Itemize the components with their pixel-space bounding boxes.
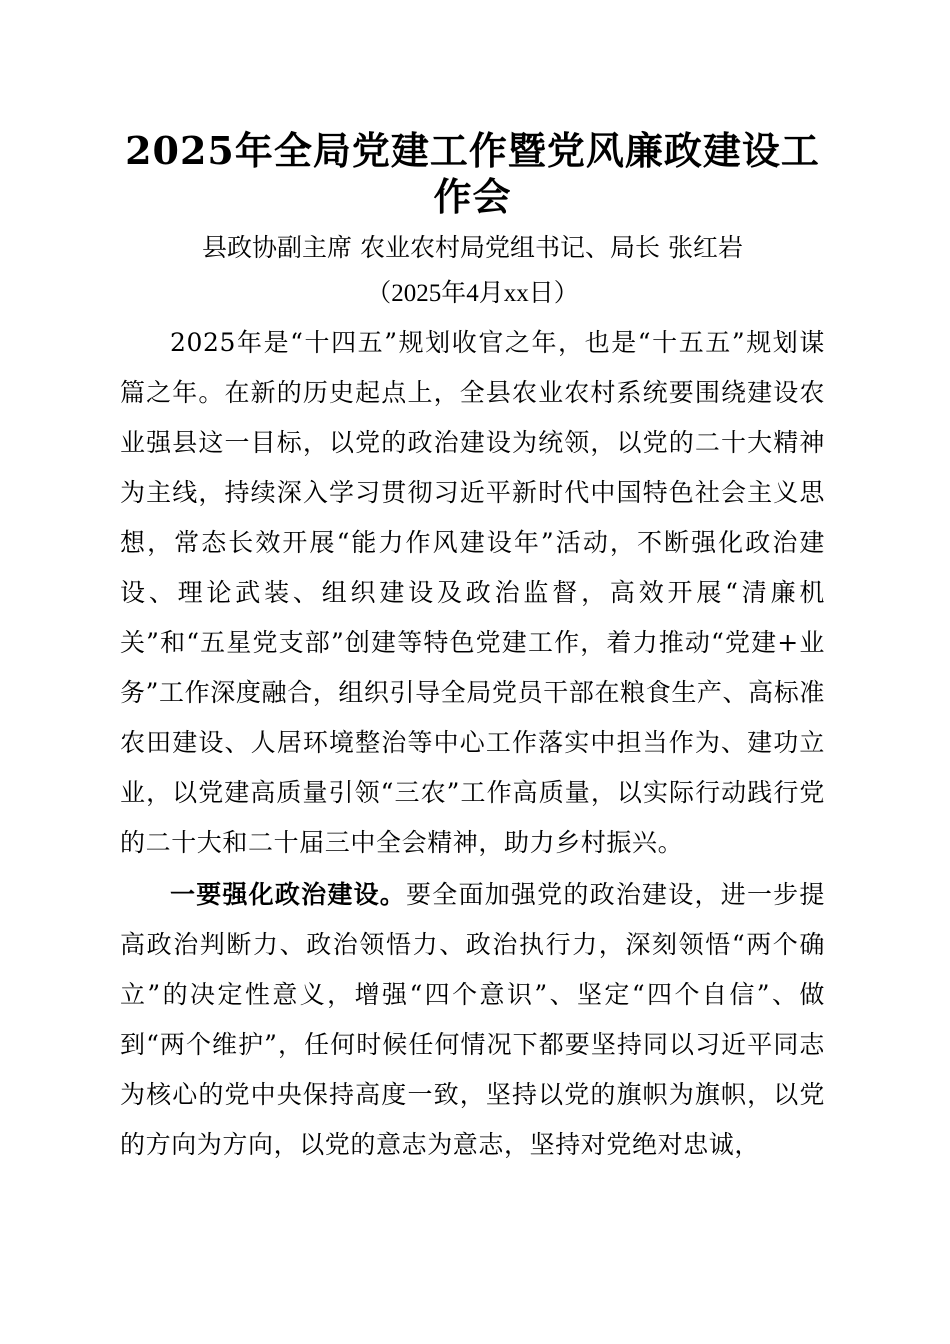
document-page <box>120 128 825 1170</box>
body-paragraph <box>120 870 825 1170</box>
paragraph-lead: 一要强化政治建设。 <box>170 880 407 909</box>
author-line: 县政协副主席 农业农村局党组书记、局长 张红岩 <box>202 233 743 262</box>
date-line: （2025年4月xx日） <box>366 280 579 307</box>
paragraph-text: 要全面加强党的政治建设，进一步提高政治判断力、政治领悟力、政治执行力，深刻领悟“两个确立”的决定性意义，增强“四个意识”、坚定“四个自信”、做到“两个维护”，任何时候任何情况下都要坚持同以习近平同志为核心的党中央保持高度一致，坚持以党的旗帜为旗帜，以党的方向为方向，以党的意志为意志，坚持对党绝对忠诚， <box>120 880 825 1159</box>
body-paragraph <box>120 318 825 868</box>
paragraph-text: 2025年是“十四五”规划收官之年，也是“十五五”规划谋篇之年。在新的历史起点上，全县农业农村系统要围绕建设农业强县这一目标，以党的政治建设为统领，以党的二十大精神为主线，持续深入学习贯彻习近平新时代中国特色社会主义思想，常态长效开展“能力作风建设年”活动，不断强化政治建设、理论武装、组织建设及政治监督，高效开展“清廉机关”和“五星党支部”创建等特色党建工作，着力推动“党建+业务”工作深度融合，组织引导全局党员干部在粮食生产、高标准农田建设、人居环境整治等中心工作落实中担当作为、建功立业，以党建高质量引领“三农”工作高质量，以实际行动践行党的二十大和二十届三中全会精神，助力乡村振兴。 <box>120 328 825 857</box>
document-title: 2025年全局党建工作暨党风廉政建设工作会 <box>125 128 820 219</box>
